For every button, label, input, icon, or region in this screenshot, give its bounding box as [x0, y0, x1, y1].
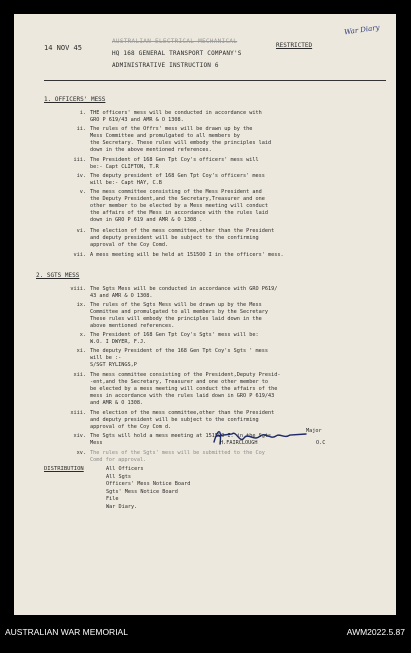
- item-number: ii.: [76, 126, 86, 132]
- distribution-list: [106, 466, 190, 511]
- signature-title: O.C: [316, 440, 326, 446]
- item-text: The deputy President of the 168 Gen Tpt Coy's Sgts ' mess will be :- S/SGT RYLINGS,P: [90, 348, 269, 368]
- section-heading-officers-mess: 1. OFFICERS' MESS: [44, 96, 106, 103]
- item-text: The Sgts Mess will be conducted in accordance with GRO P619/ 43 and AMR & O 1308.: [90, 286, 278, 299]
- distribution-item: War Diary.: [106, 503, 138, 510]
- distribution-item: File: [106, 496, 119, 502]
- accession-number: AWM2022.5.87: [346, 627, 405, 637]
- item-number: i.: [79, 110, 86, 116]
- item-number: vi.: [76, 228, 86, 234]
- item-text: The mess committee consisting of the Mess President and the Deputy President,and the Secretary,Treasurer and one other member to be elected by a Mess meeting will conduct the affairs of the Mess in accordance with the rules laid down in GRO P 619 and AMR & O 1308 .: [90, 189, 269, 223]
- distribution-label: DISTRIBUTION: [44, 466, 84, 472]
- item-number: xi.: [76, 348, 86, 354]
- handwritten-signature: [210, 424, 320, 450]
- item-text: The rules of the Sgts' mess will be submitted to the Coy Comd for approval.: [90, 450, 265, 463]
- document-page: [14, 14, 396, 615]
- item-text: The President of 168 Gen Tpt Coy's Sgts' mess will be: W.O. I DWYER, F.J.: [90, 332, 259, 345]
- item-text: The Sgts will hold a mess meeting at 1515OO I. in the Sgts Mess: [90, 433, 272, 446]
- item-text: The rules of the Offrs' mess will be drawn up by the Mess Committee and promulgated to all members by the Secretary. These rules will embody the principles laid down in the above mentioned references.: [90, 126, 272, 153]
- archive-name: AUSTRALIAN WAR MEMORIAL: [5, 627, 128, 637]
- item-number: xii.: [73, 372, 86, 378]
- distribution-item: All Sgts: [106, 473, 131, 480]
- instruction-title: ADMINISTRATIVE INSTRUCTION 6: [112, 62, 219, 69]
- signature-name: H.FAIRCLOUGH: [220, 440, 258, 446]
- struck-header-line: AUSTRALIAN ELECTRICAL MECHANICAL: [112, 38, 238, 45]
- distribution-item: All Officers: [106, 466, 144, 472]
- item-text: The President of 168 Gen Tpt Coy's officers' mess will be:- Capt CLIFTON, T.R: [90, 157, 259, 170]
- item-text: The rules of the Sgts Mess will be drawn up by the Mess Committee and promulgated to all members by the Secretary These rules will embody the principles laid down in the above mentioned references.: [90, 302, 269, 329]
- distribution-item: Sgts' Mess Notice Board: [106, 488, 178, 495]
- item-number: xv.: [76, 450, 86, 456]
- header-divider: [44, 80, 386, 81]
- distribution-item: Officers' Mess Notice Board: [106, 481, 191, 487]
- classification-label: RESTRICTED: [276, 42, 313, 49]
- item-number: iii.: [73, 157, 86, 163]
- section-heading-sgts-mess: 2. SGTS MESS: [36, 272, 80, 279]
- handwritten-note: War Diary: [343, 23, 381, 37]
- item-text: The election of the mess committee,other than the President and deputy president will be subject to the confirming approval of the Coy Com d.: [90, 410, 275, 430]
- document-date: 14 NOV 45: [44, 44, 82, 52]
- item-number: ix.: [76, 302, 86, 308]
- item-text: THE officers' mess will be conducted in accordance with GRO P 619/43 and AMR & O 1308.: [90, 110, 262, 123]
- item-number: viii.: [70, 286, 86, 292]
- signature-rank: Major: [306, 428, 322, 434]
- item-number: iv.: [76, 173, 86, 179]
- item-text: The deputy president of 168 Gen Tpt Coy's officers' mess will be:- Capt HAY, C.B: [90, 173, 265, 186]
- item-text: A mess meeting will be held at 1515OO I in the officers' mess.: [90, 252, 284, 258]
- item-number: xiii.: [70, 410, 86, 416]
- item-text: The election of the mess committee,other than the President and deputy president will be subject to the confirming approval of the Coy Comd.: [90, 228, 275, 248]
- item-number: x.: [79, 332, 86, 338]
- item-number: vii.: [73, 252, 86, 258]
- item-text: The mess committee consisting of the President,Deputy Presid- -ent,and the Secretary, Treasurer and one other member to be elected by a mess meeting will conduct the affairs of the mess in accordance with the rules laid down in GRO P 619/43 and AMR & O 1308.: [90, 372, 281, 406]
- item-number: xiv.: [73, 433, 86, 439]
- unit-name: HQ 168 GENERAL TRANSPORT COMPANY'S: [112, 50, 242, 57]
- item-number: v.: [79, 189, 86, 195]
